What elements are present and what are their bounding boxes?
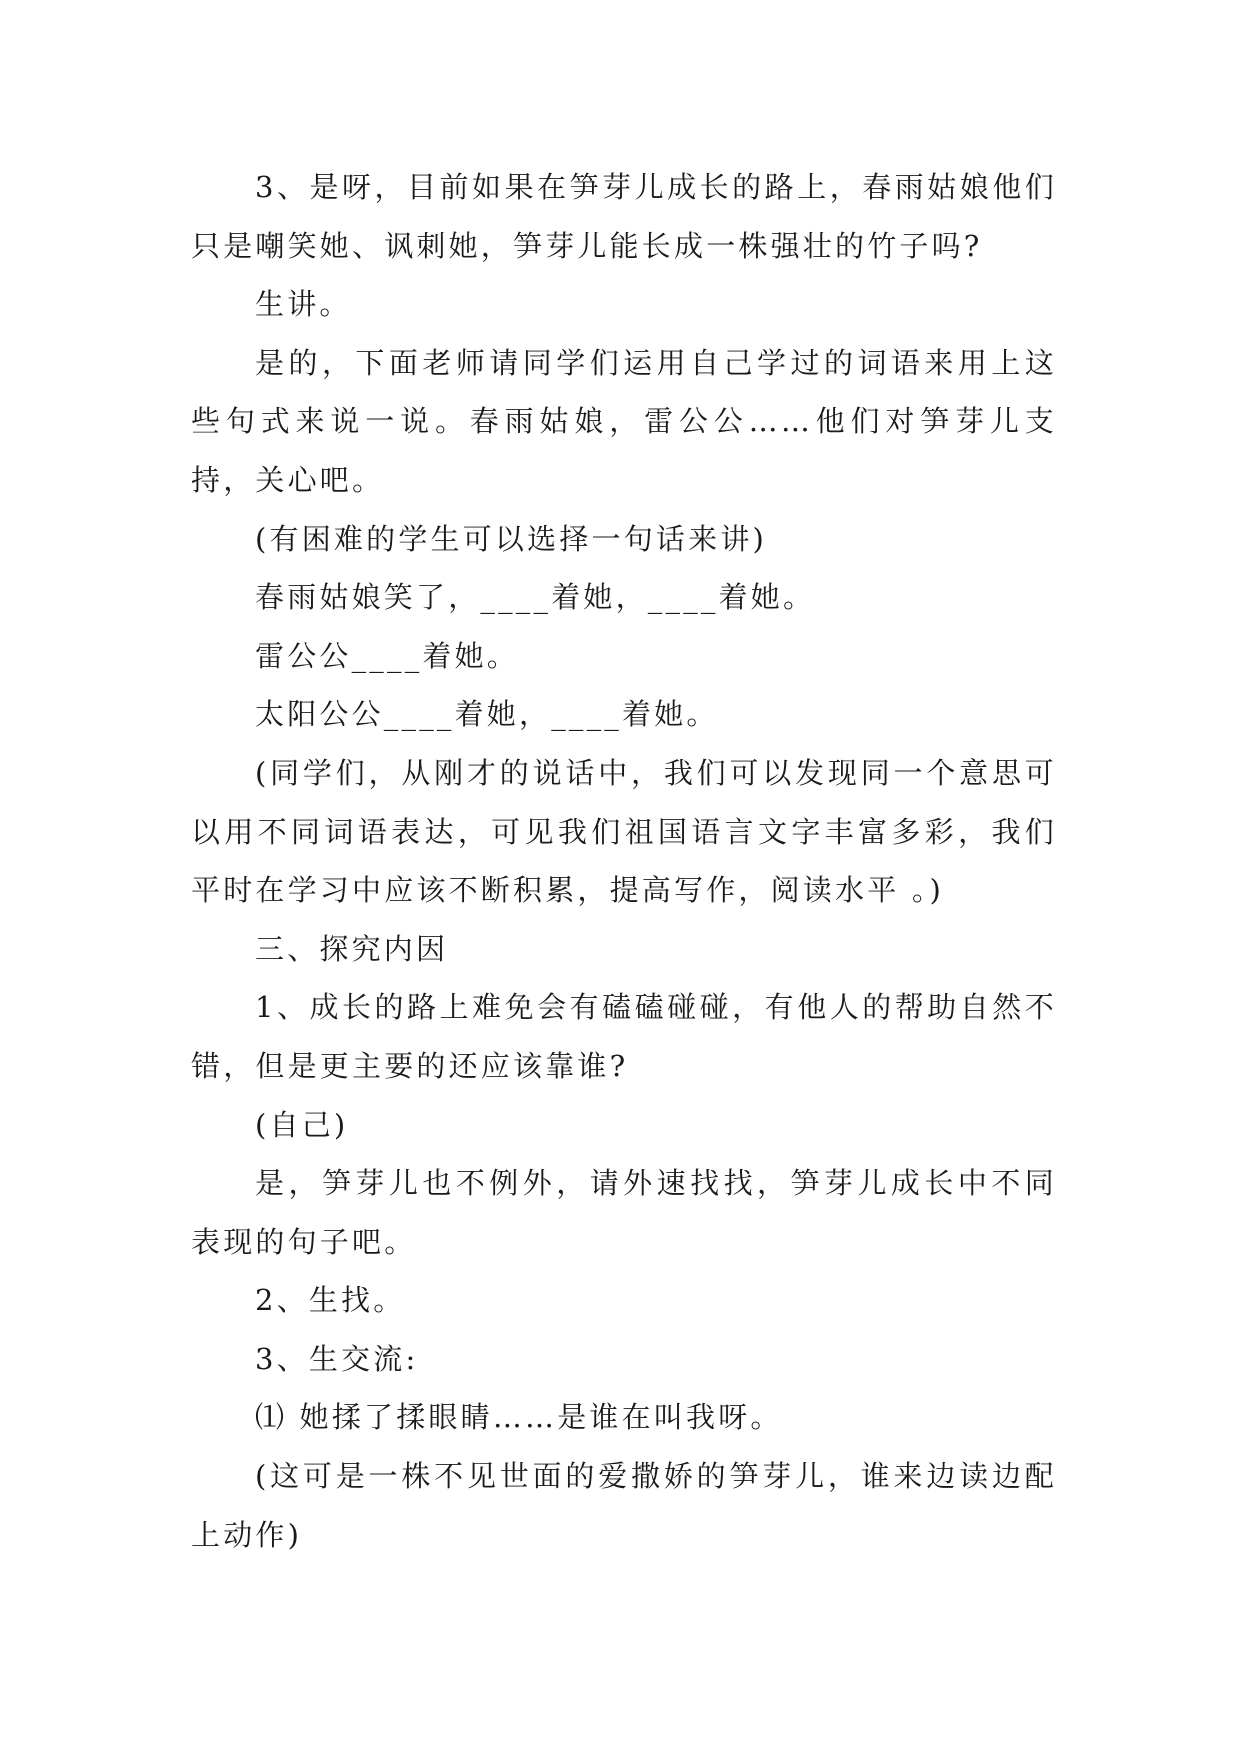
paragraph: (同学们，从刚才的说话中，我们可以发现同一个意思可以用不同词语表达，可见我们祖国语言文字丰富多彩，我们平时在学习中应该不断积累，提高写作，阅读水平 。): [191, 755, 1057, 908]
paragraph: (有困难的学生可以选择一句话来讲): [255, 521, 768, 556]
paragraph: 是的，下面老师请同学们运用自己学过的词语来用上这些句式来说一说。春雨姑娘，雷公公……他们对笋芽儿支持，关心吧。: [191, 345, 1057, 497]
paragraph: 生讲。: [255, 287, 352, 322]
paragraph: 是，笋芽儿也不例外，请外速找找，笋芽儿成长中不同表现的句子吧。: [191, 1166, 1057, 1259]
paragraph: 雷公公____着她。: [255, 638, 520, 673]
paragraph: 1、成长的路上难免会有磕磕碰碰，有他人的帮助自然不错，但是更主要的还应该靠谁?: [191, 990, 1057, 1083]
section-heading: 三、探究内因: [255, 931, 449, 966]
paragraph: ⑴ 她揉了揉眼睛……是谁在叫我呀。: [255, 1400, 783, 1435]
paragraph: 2、生找。: [255, 1283, 406, 1318]
paragraph: (这可是一株不见世面的爱撒娇的笋芽儿，谁来边读边配上动作): [191, 1459, 1057, 1552]
paragraph: 春雨姑娘笑了，____着她，____着她。: [255, 580, 816, 615]
document-body: [191, 158, 1057, 1564]
paragraph: 3、生交流:: [255, 1341, 419, 1376]
paragraph: 太阳公公____着她，____着她。: [255, 697, 719, 732]
paragraph: (自己): [255, 1107, 349, 1142]
paragraph: 3、是呀，目前如果在笋芽儿成长的路上，春雨姑娘他们只是嘲笑她、讽刺她，笋芽儿能长成一株强壮的竹子吗?: [191, 170, 1057, 263]
